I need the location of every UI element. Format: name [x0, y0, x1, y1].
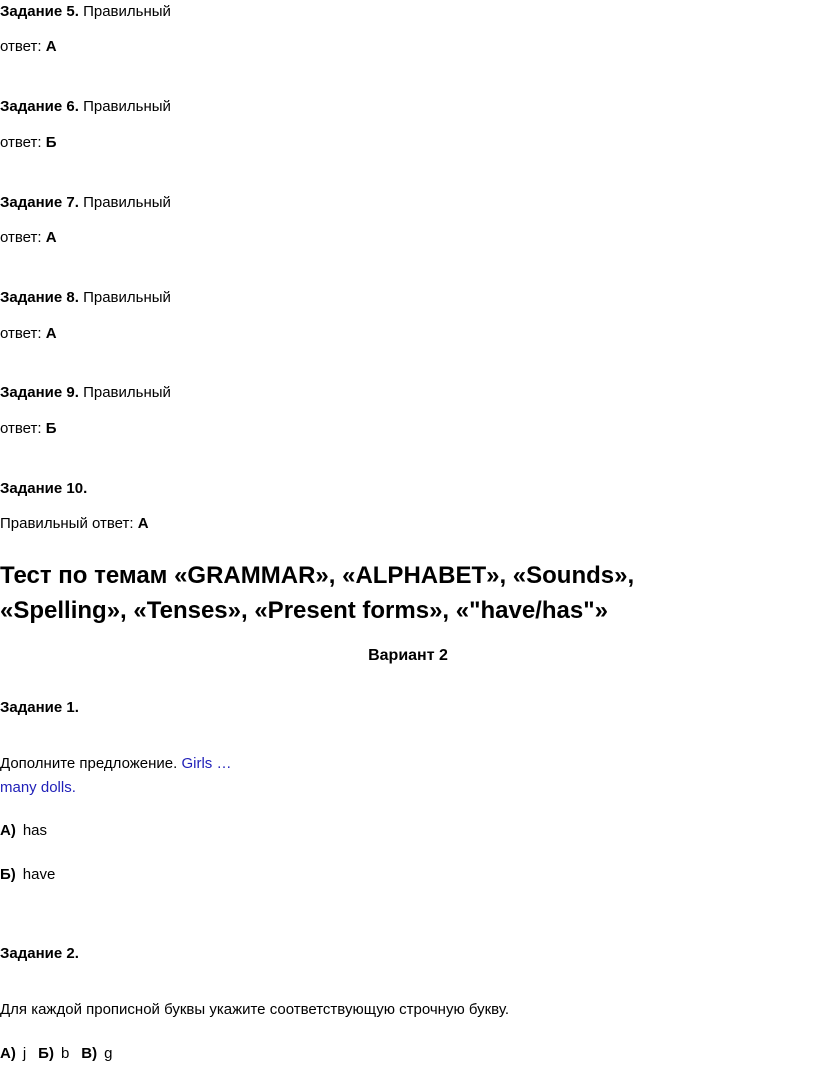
answer-value: А	[45, 325, 57, 342]
task-10-label: Задание 10.	[0, 480, 88, 497]
option-letter: Б)	[38, 1045, 54, 1062]
task-label: Задание 7.	[0, 194, 79, 211]
task-label: Задание 5.	[0, 3, 79, 20]
answer-7-line1	[0, 194, 171, 212]
task-1-option-a	[0, 822, 47, 840]
answer-text: Правильный	[83, 289, 171, 306]
option-text: g	[104, 1045, 113, 1062]
task-label: Задание 8.	[0, 289, 79, 306]
answer-8-line2	[0, 325, 57, 343]
answer-prefix: ответ:	[0, 229, 42, 246]
answer-prefix: ответ:	[0, 325, 42, 342]
task-10-answer	[0, 515, 149, 533]
answer-text: Правильный	[83, 3, 171, 20]
test-title-line2: «Spelling», «Tenses», «Present forms», «"have/has"»	[0, 597, 608, 624]
answer-6-line1	[0, 98, 171, 116]
answer-value: А	[45, 38, 57, 55]
task-1-option-b	[0, 866, 55, 884]
task-1-sentence-part1: Girls …	[181, 755, 232, 772]
answer-prefix: ответ:	[0, 38, 42, 55]
option-text: b	[60, 1045, 70, 1062]
answer-6-line2	[0, 134, 57, 152]
task-2-instruction: Для каждой прописной буквы укажите соответствующую строчную букву.	[0, 1001, 509, 1018]
answer-text: Правильный	[83, 98, 171, 115]
answer-text: Правильный	[83, 194, 171, 211]
answer-9-line2	[0, 420, 57, 438]
answer-7-line2	[0, 229, 57, 247]
option-letter: В)	[81, 1045, 98, 1062]
answer-value: А	[137, 515, 149, 532]
task-1-sentence-part2: many dolls.	[0, 779, 76, 796]
answer-9-line1	[0, 384, 171, 402]
task-1-instruction-line	[0, 755, 231, 773]
option-letter: А)	[0, 822, 16, 839]
answer-5-line1	[0, 3, 171, 21]
task-2-label: Задание 2.	[0, 945, 79, 962]
task-label: Задание 6.	[0, 98, 79, 115]
option-letter: А)	[0, 1045, 16, 1062]
task-1-label: Задание 1.	[0, 699, 79, 716]
answer-5-line2	[0, 38, 57, 56]
answer-value: Б	[45, 134, 57, 151]
variant-heading: Вариант 2	[368, 647, 448, 664]
option-text: has	[22, 822, 48, 839]
task-1-instruction: Дополните предложение.	[0, 755, 178, 772]
answer-value: Б	[45, 420, 57, 437]
answer-prefix: ответ:	[0, 420, 42, 437]
answer-text: Правильный	[83, 384, 171, 401]
task-label: Задание 9.	[0, 384, 79, 401]
answer-8-line1	[0, 289, 171, 307]
answer-value: А	[45, 229, 57, 246]
answer-prefix: ответ:	[0, 134, 42, 151]
option-text: j	[22, 1045, 27, 1062]
option-letter: Б)	[0, 866, 16, 883]
task-2-options	[0, 1045, 112, 1063]
answer-prefix: Правильный ответ:	[0, 515, 134, 532]
option-text: have	[22, 866, 56, 883]
test-title-line1: Тест по темам «GRAMMAR», «ALPHABET», «Sounds»,	[0, 562, 635, 589]
